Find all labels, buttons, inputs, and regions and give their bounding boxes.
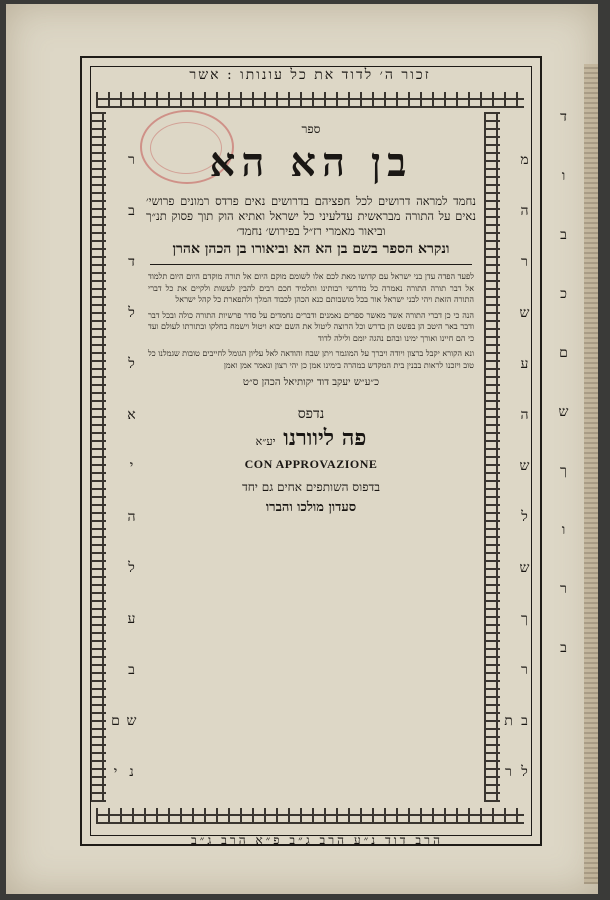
- city-name: פה ליוורנו: [283, 425, 367, 451]
- book-spine: [584, 64, 598, 884]
- margin-text-right: ב ר ו ך ש ם כ ב ו ד: [556, 110, 572, 670]
- greek-key-border-top: [96, 92, 524, 108]
- book-title: בן הא הא: [209, 139, 413, 186]
- printed-label: נדפס: [297, 406, 325, 422]
- book-subtitle: נחמד למראה דרושים לכל חפציהם בדרושים נאים פרדס רמונים פרושי׳ נאים על התורה מבראשית עדלעיני כל ישראל ואתיא הוק תוך פסוק תנ״ך וביאור מאמרי רז״ל בפירוש׳ נחמד׳: [146, 194, 476, 238]
- author-signature: כ״ע״ש יעקב דוד יקותיאל הכהן ס״ט: [242, 377, 380, 388]
- border-text-left: נ ש ב ע ל ה י א ל ל ד ב ר י ם: [108, 153, 140, 790]
- introduction-paragraph-1: לפעד הפדה עדן בני ישראל עם קדושו מאת לכם אלו לשומם מוקם היום אל תורה מוקדם היום היום תלמוד אל דבר תורה התורה נאמרה כל מדרשי רבותינו ותלמיד חכם רבים להבין לעשות ולקיים את כל דברי התורה הזאת ויהי לבני ישראל אור בכל מושבותם כנא הכהן לכבוד המלך ולתפארת כל קהל ישראל: [148, 272, 474, 304]
- introduction-paragraph-2: הנה כי כן דברי התורה אשר מאשר ספרים נאמנים ודברים נחמדים על סדר פרשיות התורה כולה ובכל דבר ודבר באר היטב הן בפשט הן בדרש וכל הרוצה ליטול את השם יבוא ויטול וישמח בחלקו ובתורתו לעולם ועד כי הם חיינו ואורך ימינו ובהם נהגה יומם ולילה לדוד: [148, 310, 474, 343]
- greek-key-border-left: [90, 112, 106, 802]
- city-suffix: יע״א: [255, 435, 276, 448]
- greek-key-border-bottom: [96, 808, 524, 824]
- title-page-content: [146, 112, 476, 802]
- header-motto: זכור ה׳ לדוד את כל עונותו : אשר: [189, 67, 431, 83]
- book-subtitle-bold: ונקרא הספר בשם בן הא הא וביאורו בן הכהן אהרן: [172, 241, 450, 257]
- press-line-2: סעדון מולכו והברו: [265, 500, 357, 515]
- border-text-right: ל ב ר ך ש ל ש ה ע ש ר ה מ ר ת: [501, 153, 533, 790]
- approval-notice: CON APPROVAZIONE: [244, 457, 378, 471]
- printing-city: [146, 425, 476, 451]
- book-label: ספר: [301, 122, 321, 136]
- border-text-bottom: הרב דוד נ״ע הרב ג״ב פ״א הרב ג״ב: [191, 833, 443, 847]
- introduction-paragraph-3: ונא הקורא יקבל ברצון ויודה ויברך על המוגמר ויתן שבח והודאה לאל עליון הגומל לחייבים טובות שגמלנו כל טוב ויזכנו לראות בבנין בית המקדש במהרה בימינו אמן כן יהי רצון ונאמר אמן ואמן: [148, 349, 474, 370]
- divider: [150, 264, 472, 265]
- greek-key-border-right: [484, 112, 500, 802]
- press-line-1: בדפוס השותפים אחים גם יחד: [241, 480, 381, 494]
